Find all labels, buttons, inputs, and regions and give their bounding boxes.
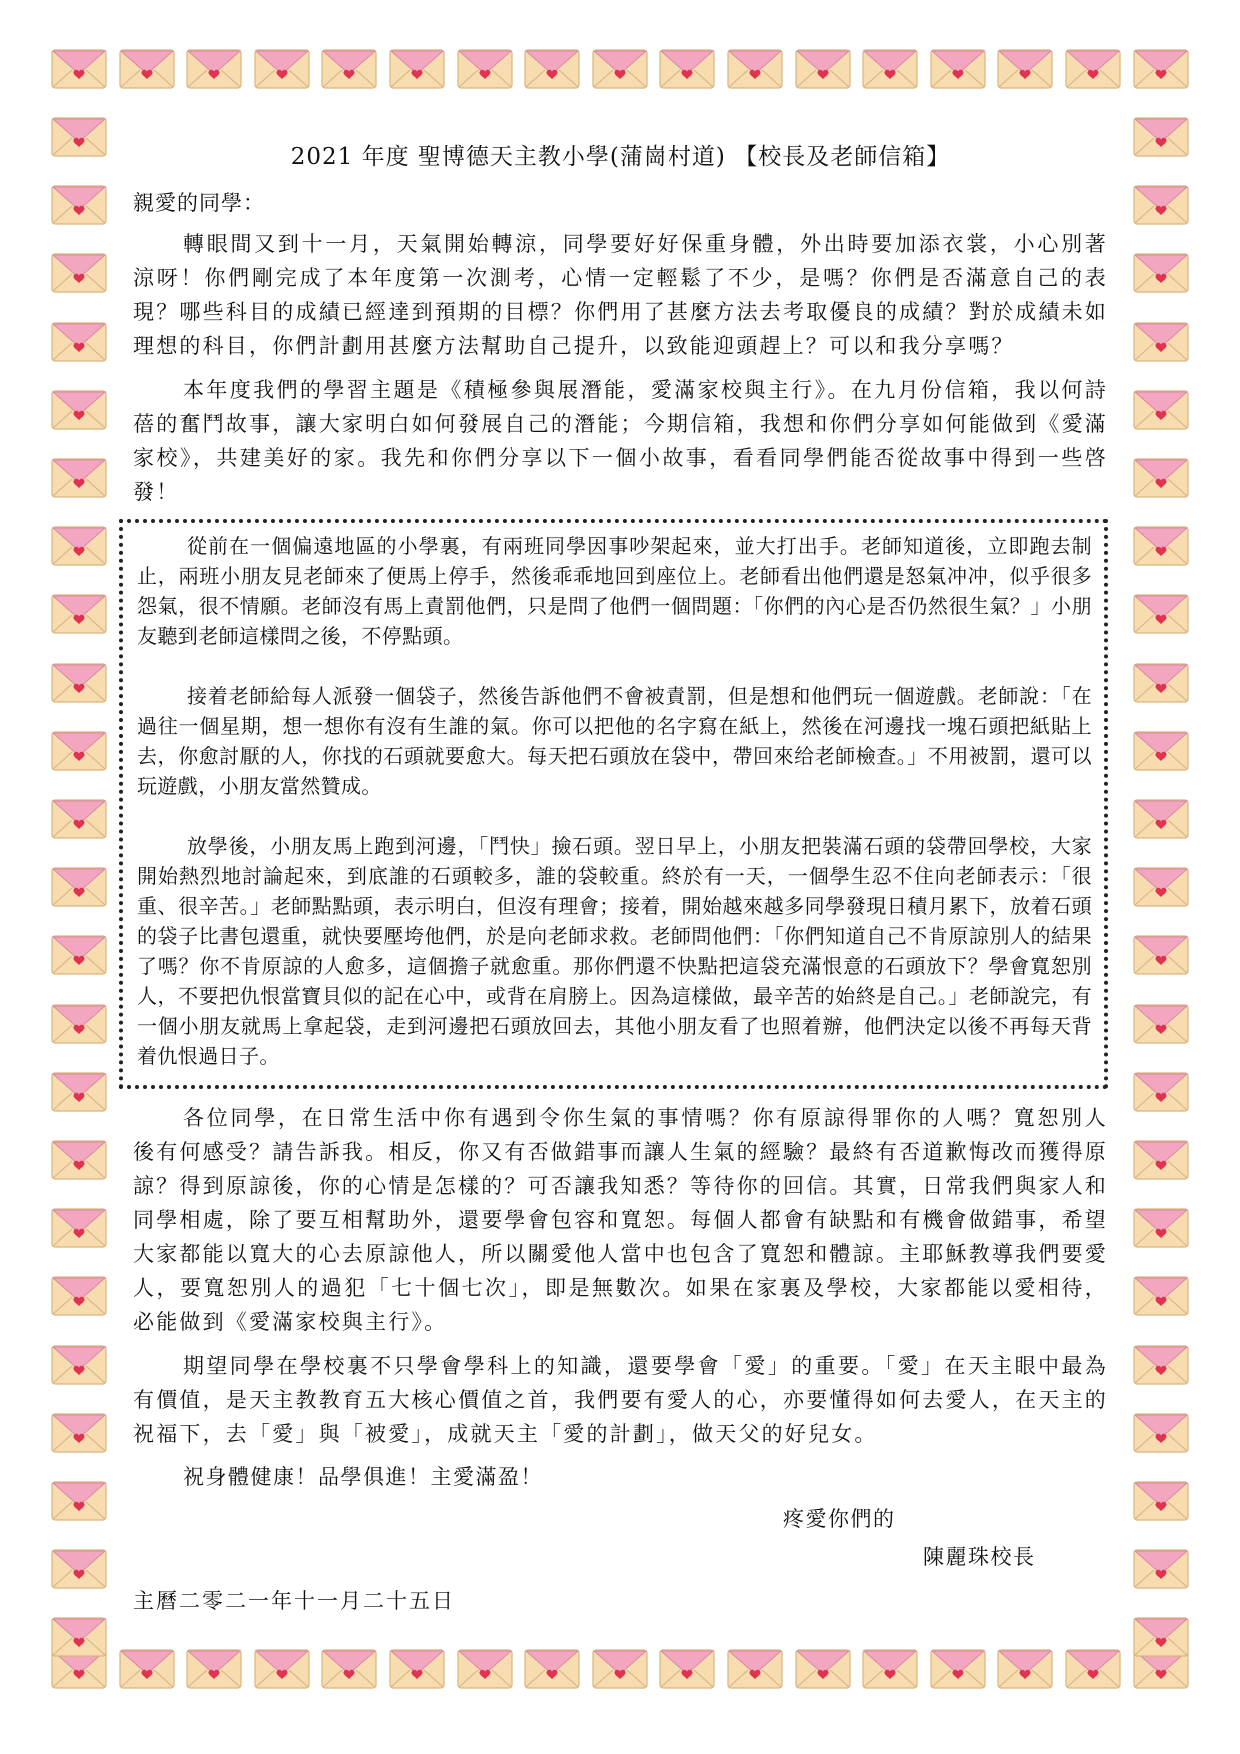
envelope-heart-icon [726,46,784,90]
envelope-heart-icon [861,46,919,90]
envelope-heart-icon [996,1646,1054,1690]
letter-body [133,130,1108,1615]
envelope-heart-icon [1132,728,1190,772]
envelope-heart-icon [1132,523,1190,567]
envelope-heart-icon [1132,46,1190,90]
envelope-heart-icon [50,1342,108,1386]
envelope-heart-icon [591,46,649,90]
story-paragraph: 放學後，小朋友馬上跑到河邊，「鬥快」撿石頭。翌日早上，小朋友把裝滿石頭的袋帶回學校，大家開始熱烈地討論起來，到底誰的石頭較多，誰的袋較重。終於有一天，一個學生忍不住向老師表示：「很重、很辛苦。」老師點點頭，表示明白，但沒有理會；接着，開始越來越多同學發現日積月累下，放着石頭的袋子比書包還重，就快要壓垮他們，於是向老師求救。老師問他們：「你們知道自己不肯原諒別人的結果了嗎？你不肯原諒的人愈多，這個擔子就愈重。那你們還不快點把這袋充滿恨意的石頭放下？學會寬恕別人，不要把仇恨當寶貝似的記在心中，或背在肩膀上。因為這樣做，最辛苦的始終是自己。」老師說完，有一個小朋友就馬上拿起袋，走到河邊把石頭放回去，其他小朋友看了也照着辦，他們決定以後不再每天背着仇恨過日子。 [137,834,1092,1068]
envelope-heart-icon [523,1646,581,1690]
envelope-heart-icon [50,1001,108,1045]
envelope-heart-icon [929,46,987,90]
envelope-heart-icon [523,46,581,90]
envelope-heart-icon [50,864,108,908]
envelope-heart-icon [50,1614,108,1658]
story-paragraph: 接着老師給每人派發一個袋子，然後告訴他們不會被責罰，但是想和他們玩一個遊戲。老師說：「在過往一個星期，想一想你有沒有生誰的氣。你可以把他的名字寫在紙上，然後在河邊找一塊石頭把紙貼上去，你愈討厭的人，你找的石頭就要愈大。每天把石頭放在袋中，帶回來给老師檢查。」不用被罰，還可以玩遊戲，小朋友當然贊成。 [137,684,1092,798]
envelope-heart-icon [118,46,176,90]
envelope-heart-icon [1132,1205,1190,1249]
greeting: 親愛的同學： [133,191,265,215]
signer-name: 陳麗珠校長 [923,1545,1036,1569]
envelope-heart-icon [1132,250,1190,294]
envelope-heart-icon [50,796,108,840]
envelope-heart-icon [50,523,108,567]
page-title: 2021 年度 聖博德天主教小學(蒲崗村道) 【校長及老師信箱】 [290,144,951,170]
paragraph-reflection: 各位同學，在日常生活中你有遇到令你生氣的事情嗎？你有原諒得罪你的人嗎？寬恕別人後有何感受？請告訴我。相反，你又有否做錯事而讓人生氣的經驗？最終有否道歉悔改而獲得原諒？得到原諒後，你的心情是怎樣的？可否讓我知悉？等待你的回信。其實，日常我們與家人和同學相處，除了要互相幫助外，還要學會包容和寬恕。每個人都會有缺點和有機會做錯事，希望大家都能以寬大的心去原諒他人，所以關愛他人當中也包含了寬恕和體諒。主耶穌教導我們要愛人，要寬恕別人的過犯「七十個七次」，即是無數次。如果在家裏及學校，大家都能以愛相待，必能做到《愛滿家校與主行》。 [133,1106,1108,1334]
letter-date: 主曆二零二一年十一月二十五日 [133,1589,455,1613]
envelope-heart-icon [253,46,311,90]
envelope-heart-icon [253,1646,311,1690]
envelope-heart-icon [50,182,108,226]
envelope-heart-icon [50,728,108,772]
envelope-heart-icon [658,46,716,90]
envelope-heart-icon [1132,591,1190,635]
envelope-heart-icon [1132,1546,1190,1590]
envelope-heart-icon [50,591,108,635]
envelope-heart-icon [794,1646,852,1690]
envelope-heart-icon [50,1137,108,1181]
envelope-heart-icon [50,1205,108,1249]
envelope-heart-icon [1132,864,1190,908]
envelope-heart-icon [456,1646,514,1690]
envelope-heart-icon [50,660,108,704]
envelope-heart-icon [1132,1001,1190,1045]
envelope-heart-icon [1132,796,1190,840]
envelope-heart-icon [794,46,852,90]
envelope-heart-icon [50,1410,108,1454]
envelope-heart-icon [50,1478,108,1522]
envelope-heart-icon [1132,114,1190,158]
envelope-heart-icon [1132,932,1190,976]
envelope-heart-icon [185,1646,243,1690]
envelope-heart-icon [50,319,108,363]
envelope-heart-icon [996,46,1054,90]
envelope-heart-icon [1132,1273,1190,1317]
envelope-heart-icon [50,387,108,431]
envelope-heart-icon [50,250,108,294]
sign-off: 疼愛你們的 [783,1507,896,1531]
blessing: 祝身體健康！品學俱進！主愛滿盈！ [183,1465,543,1489]
envelope-heart-icon [1132,1410,1190,1454]
envelope-heart-icon [1132,182,1190,226]
paragraph-intro: 轉眼間又到十一月，天氣開始轉涼，同學要好好保重身體，外出時要加添衣裳，小心別著涼呀！你們剛完成了本年度第一次測考，心情一定輕鬆了不少，是嗎？你們是否滿意自己的表現？哪些科目的成績已經達到預期的目標？你們用了甚麼方法去考取優良的成績？對於成績未如理想的科目，你們計劃用甚麼方法幫助自己提升，以致能迎頭趕上？可以和我分享嗎？ [133,232,1108,358]
envelope-heart-icon [1132,1478,1190,1522]
envelope-heart-icon [726,1646,784,1690]
envelope-heart-icon [1064,46,1122,90]
envelope-heart-icon [1132,660,1190,704]
envelope-heart-icon [929,1646,987,1690]
paragraph-hope: 期望同學在學校裏不只學會學科上的知識，還要學會「愛」的重要。「愛」在天主眼中最為有價值，是天主教教育五大核心價值之首，我們要有愛人的心，亦要懂得如何去愛人，在天主的祝福下，去「愛」與「被愛」，成就天主「愛的計劃」，做天父的好兒女。 [133,1354,1108,1446]
envelope-heart-icon [118,1646,176,1690]
envelope-heart-icon [388,1646,446,1690]
story-box [119,519,1108,1089]
envelope-heart-icon [1132,319,1190,363]
envelope-heart-icon [50,1273,108,1317]
story-paragraph: 從前在一個偏遠地區的小學裏，有兩班同學因事吵架起來，並大打出手。老師知道後，立即跑去制止，兩班小朋友見老師來了便馬上停手，然後乖乖地回到座位上。老師看出他們還是怒氣冲冲，似乎很多怨氣，很不情願。老師沒有馬上責罰他們，只是問了他們一個問題：「你們的內心是否仍然很生氣？」小朋友聽到老師這樣問之後，不停點頭。 [137,534,1092,648]
envelope-heart-icon [591,1646,649,1690]
envelope-heart-icon [50,46,108,90]
envelope-heart-icon [50,114,108,158]
envelope-heart-icon [1064,1646,1122,1690]
envelope-heart-icon [1132,387,1190,431]
envelope-heart-icon [1132,1342,1190,1386]
envelope-heart-icon [320,1646,378,1690]
envelope-heart-icon [1132,1069,1190,1113]
envelope-heart-icon [456,46,514,90]
envelope-heart-icon [185,46,243,90]
envelope-heart-icon [50,455,108,499]
envelope-heart-icon [1132,1614,1190,1658]
envelope-heart-icon [861,1646,919,1690]
envelope-heart-icon [388,46,446,90]
envelope-heart-icon [50,1069,108,1113]
envelope-heart-icon [320,46,378,90]
paragraph-theme: 本年度我們的學習主題是《積極參與展潛能，愛滿家校與主行》。在九月份信箱，我以何詩蓓的奮鬥故事，讓大家明白如何發展自己的潛能；今期信箱，我想和你們分享如何能做到《愛滿家校》，共建美好的家。我先和你們分享以下一個小故事，看看同學們能否從故事中得到一些啓發！ [133,378,1108,504]
envelope-heart-icon [50,932,108,976]
envelope-heart-icon [50,1546,108,1590]
envelope-heart-icon [658,1646,716,1690]
envelope-heart-icon [1132,1137,1190,1181]
envelope-heart-icon [1132,455,1190,499]
